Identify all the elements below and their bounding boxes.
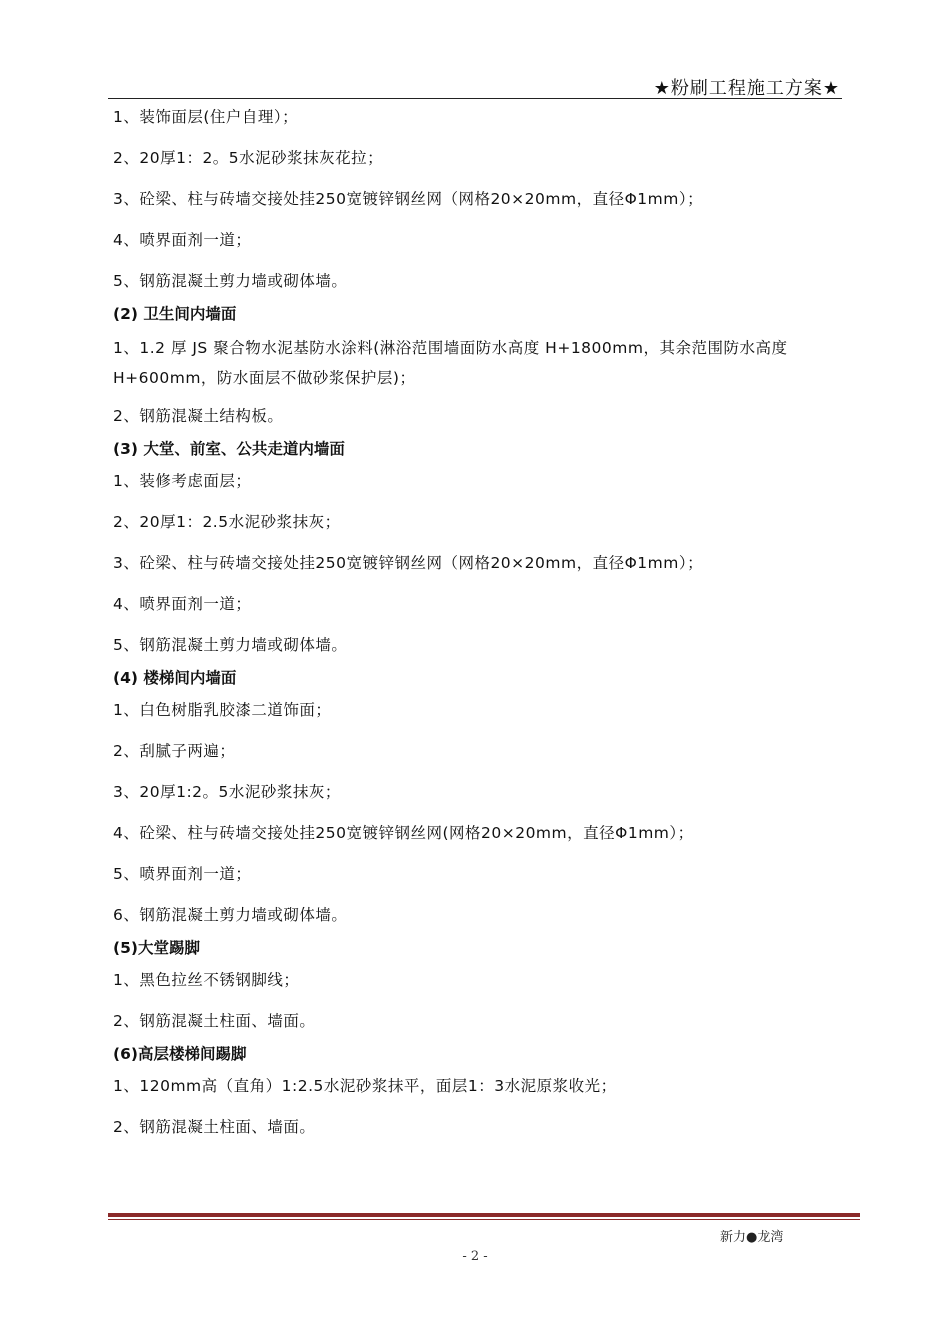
section-heading: (2) 卫生间内墙面 bbox=[113, 305, 237, 323]
list-item: 2、20厚1：2。5水泥砂浆抹灰花拉； bbox=[113, 149, 384, 167]
footer-brand: 新力●龙湾 bbox=[720, 1230, 784, 1245]
list-item: 4、砼梁、柱与砖墙交接处挂250宽镀锌钢丝网(网格20×20mm，直径Φ1mm）； bbox=[113, 824, 694, 842]
list-item: 1、白色树脂乳胶漆二道饰面； bbox=[113, 701, 332, 719]
list-item: 5、钢筋混凝土剪力墙或砌体墙。 bbox=[113, 272, 348, 290]
document-body bbox=[113, 104, 861, 1155]
list-item: 2、钢筋混凝土柱面、墙面。 bbox=[113, 1118, 316, 1136]
list-item: 3、20厚1:2。5水泥砂浆抹灰； bbox=[113, 783, 341, 801]
list-item: 6、钢筋混凝土剪力墙或砌体墙。 bbox=[113, 906, 348, 924]
list-item: 4、喷界面剂一道； bbox=[113, 595, 252, 613]
list-item: 3、砼梁、柱与砖墙交接处挂250宽镀锌钢丝网（网格20×20mm，直径Φ1mm）； bbox=[113, 554, 704, 572]
list-item: 5、喷界面剂一道； bbox=[113, 865, 252, 883]
section-heading: (4) 楼梯间内墙面 bbox=[113, 669, 237, 687]
list-item: 2、钢筋混凝土结构板。 bbox=[113, 407, 284, 425]
list-item: 4、喷界面剂一道； bbox=[113, 231, 252, 249]
list-item: 1、装修考虑面层； bbox=[113, 472, 252, 490]
list-item: 1、1.2 厚 JS 聚合物水泥基防水涂料(淋浴范围墙面防水高度 H+1800mm，其余范围防水高度 H+600mm，防水面层不做砂浆保护层)； bbox=[113, 339, 788, 387]
list-item: 1、装饰面层(住户自理）； bbox=[113, 108, 299, 126]
section-heading: (3) 大堂、前室、公共走道内墙面 bbox=[113, 440, 345, 458]
list-item: 3、砼梁、柱与砖墙交接处挂250宽镀锌钢丝网（网格20×20mm，直径Φ1mm）； bbox=[113, 190, 704, 208]
section-heading: (6)高层楼梯间踢脚 bbox=[113, 1045, 247, 1063]
list-item: 1、120mm高（直角）1:2.5水泥砂浆抹平，面层1：3水泥原浆收光； bbox=[113, 1077, 617, 1095]
page-number: - 2 - bbox=[462, 1249, 488, 1264]
list-item: 2、钢筋混凝土柱面、墙面。 bbox=[113, 1012, 316, 1030]
section-heading: (5)大堂踢脚 bbox=[113, 939, 200, 957]
list-item: 2、20厚1：2.5水泥砂浆抹灰； bbox=[113, 513, 341, 531]
list-item: 1、黑色拉丝不锈钢脚线； bbox=[113, 971, 300, 989]
list-item: 2、刮腻子两遍； bbox=[113, 742, 236, 760]
list-item: 5、钢筋混凝土剪力墙或砌体墙。 bbox=[113, 636, 348, 654]
document-header-title: ★粉刷工程施工方案★ bbox=[653, 78, 840, 99]
header-divider bbox=[108, 98, 842, 99]
